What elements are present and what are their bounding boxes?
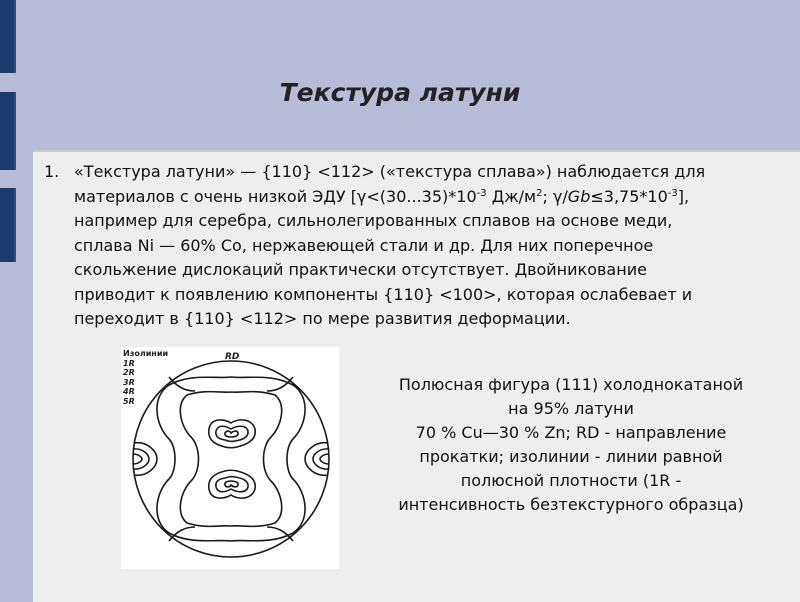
contour-line <box>216 426 248 441</box>
para-text: ≤3,75*10 <box>590 186 668 206</box>
legend-item: 5R <box>123 396 135 406</box>
contour-line <box>225 431 238 437</box>
item-number: 1. <box>44 162 60 181</box>
para-text: Дж/м <box>486 186 537 206</box>
contour-line <box>225 481 238 487</box>
para-line: приводит к появлению компоненты {110} <100>, которая ослабевает и <box>74 284 693 304</box>
para-text-italic: Gb <box>567 186 591 206</box>
caption-line: прокатки; изолинии - линии равной <box>419 447 723 466</box>
isoline-legend <box>123 349 168 406</box>
contour-line <box>216 477 248 492</box>
superscript: -3 <box>476 187 487 199</box>
side-decoration-bar <box>0 188 16 262</box>
legend-title: Изолинии <box>123 349 169 358</box>
rolling-direction-label: RD <box>225 352 240 362</box>
contour-line <box>157 377 305 541</box>
slide-title: Текстура латуни <box>279 78 521 107</box>
para-text: ; γ/ <box>542 186 568 206</box>
para-line: сплава Ni — 60% Co, нержавеющей стали и др. Для них поперечное <box>74 235 654 255</box>
contour-line <box>305 443 328 476</box>
legend-item: 3R <box>123 377 135 387</box>
para-text: материалов с очень низкой ЭДУ [γ<(30...35)*10 <box>74 186 477 206</box>
para-line: переходит в {110} <112> по мере развития деформации. <box>74 309 571 328</box>
contour-line <box>134 443 157 476</box>
caption-line: интенсивность безтекстурного образца) <box>398 495 744 514</box>
side-decoration-bar <box>0 0 16 73</box>
para-text: ], <box>677 186 690 206</box>
para-line: например для серебра, сильнолегированных сплавов на основе меди, <box>74 211 673 230</box>
contour-line <box>320 454 329 464</box>
legend-item: 4R <box>123 387 135 396</box>
para-line <box>74 160 774 185</box>
legend-item: 1R <box>123 358 135 368</box>
contour-line <box>133 454 142 464</box>
superscript: -3 <box>667 187 678 199</box>
legend-item: 2R <box>123 368 135 377</box>
caption-line: 70 % Cu—30 % Zn; RD - направление <box>415 423 727 442</box>
pole-figure <box>121 347 339 569</box>
caption-line: полюсной плотности (1R - <box>460 471 682 490</box>
contour-line <box>180 392 281 527</box>
para-line: скольжение дислокаций практически отсутствует. Двойникование <box>74 260 647 279</box>
caption-line: на 95% латуни <box>508 399 634 418</box>
para-text: «Текстура латуни» — {110} <112> («текстура сплава») наблюдается для <box>74 162 706 181</box>
superscript: 2 <box>536 187 543 199</box>
contour-line <box>313 449 329 469</box>
para-line <box>74 185 774 210</box>
caption-line: Полюсная фигура (111) холоднокатаной <box>398 375 744 394</box>
contour-line <box>133 449 149 469</box>
figure-caption <box>380 373 762 517</box>
paragraph-item-1 <box>44 160 774 332</box>
